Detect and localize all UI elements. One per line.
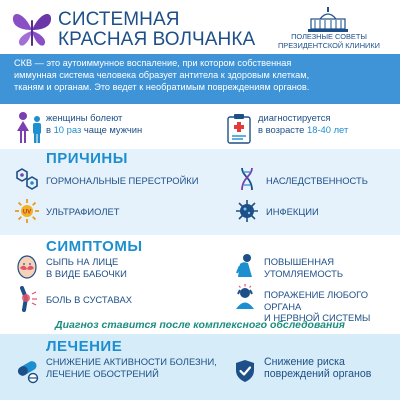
clinic-building-icon (306, 7, 350, 33)
virus-icon (234, 198, 260, 224)
symptom-joints: БОЛЬ В СУСТАВАХ (46, 294, 132, 305)
stat-women-accent: 10 раз (53, 124, 82, 135)
symptom-organ-line-1: ПОРАЖЕНИЕ ЛЮБОГО ОРГАНА (264, 289, 368, 312)
symptom-organ-line-2: И НЕРВНОЙ СИСТЕМЫ (264, 312, 371, 323)
title-line-1: СИСТЕМНАЯ (58, 9, 180, 30)
causes-heading: ПРИЧИНЫ (46, 150, 128, 167)
intro-line-2: иммунная система человека образует антитела к здоровым клеткам, (14, 70, 310, 80)
rash-face-icon (14, 254, 40, 280)
stat-women-line-2 (46, 124, 142, 136)
stat-age (258, 112, 348, 136)
shield-check-icon (232, 358, 258, 384)
stat-age-pre: в возрасте (258, 124, 305, 135)
clinic-caption-line-1: ПОЛЕЗНЫЕ СОВЕТЫ (291, 32, 367, 41)
knee-pain-icon (14, 286, 40, 312)
symptom-fatigue (264, 256, 343, 279)
treatment-item-2 (264, 356, 371, 380)
symptom-rash-line-1: СЫПЬ НА ЛИЦЕ (46, 256, 119, 267)
sun-icon (14, 198, 40, 224)
svg-text:UV: UV (22, 209, 32, 216)
treatment-heading: ЛЕЧЕНИЕ (46, 338, 123, 355)
cause-item-hormones: ГОРМОНАЛЬНЫЕ ПЕРЕСТРОЙКИ (46, 175, 199, 186)
tired-person-icon (232, 252, 258, 278)
treatment-item-1-line-1: СНИЖЕНИЕ АКТИВНОСТИ БОЛЕЗНИ, (46, 356, 217, 367)
woman-man-icon (14, 111, 44, 145)
stat-age-line-2 (258, 124, 348, 136)
intro-line-1: СКВ — это аутоиммунное воспаление, при котором собственная (14, 58, 292, 68)
treatment-item-1-line-2: ЛЕЧЕНИЕ ОБОСТРЕНИЙ (46, 367, 159, 379)
intro-line-3: тканям и органам. Это ведет к необратимым повреждениям органов. (14, 82, 310, 92)
dna-icon (234, 166, 260, 192)
clinic-caption-line-2: ПРЕЗИДЕНТСКОЙ КЛИНИКИ (278, 40, 380, 50)
stat-women-pre: в (46, 124, 51, 135)
symptom-rash (46, 256, 127, 279)
stat-age-line-1: диагностируется (258, 112, 331, 123)
pills-icon (14, 358, 40, 384)
clinic-caption (264, 33, 394, 50)
cause-item-uv: УЛЬТРАФИОЛЕТ (46, 206, 120, 217)
intro-banner (0, 54, 400, 104)
treatment-item-2-line-1: Снижение риска (264, 356, 345, 368)
diagnosis-note: Диагноз ставится после комплексного обследования (55, 319, 345, 331)
stat-age-accent: 18-40 лет (307, 124, 349, 135)
stat-women (46, 112, 142, 136)
cause-item-infections: ИНФЕКЦИИ (266, 206, 319, 217)
treatment-item-2-line-2: повреждений органов (264, 368, 372, 380)
title-line-2: КРАСНАЯ ВОЛЧАНКА (58, 29, 256, 50)
symptoms-heading: СИМПТОМЫ (46, 238, 143, 255)
symptom-fatigue-line-1: ПОВЫШЕННАЯ (264, 256, 334, 267)
stat-women-post: чаще мужчин (83, 124, 143, 135)
medical-record-icon (224, 111, 254, 145)
page-title (58, 10, 255, 50)
treatment-item-1 (46, 356, 217, 379)
butterfly-logo-icon (10, 6, 54, 50)
symptom-rash-line-2: В ВИДЕ БАБОЧКИ (46, 267, 127, 279)
symptom-fatigue-line-2: УТОМЛЯЕМОСТЬ (264, 267, 343, 279)
headache-person-icon (232, 284, 258, 310)
cause-item-heredity: НАСЛЕДСТВЕННОСТЬ (266, 175, 368, 186)
hormones-icon (14, 166, 40, 192)
stat-women-line-1: женщины болеют (46, 112, 123, 123)
